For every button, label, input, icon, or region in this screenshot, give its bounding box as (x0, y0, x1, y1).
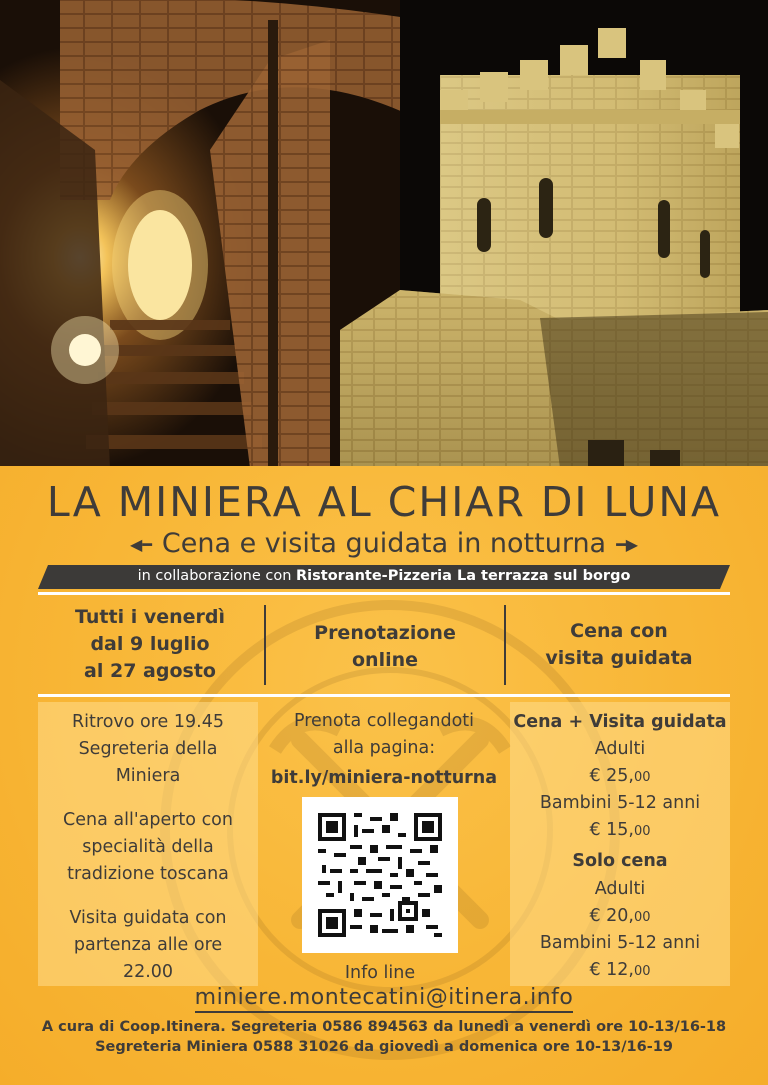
price-adults-label: Adulti (594, 879, 646, 899)
price-value: € 20, (589, 906, 634, 926)
dates-line: Tutti i venerdì (75, 606, 225, 628)
arrow-left-icon: ◀━ (129, 535, 152, 554)
price-adults-label: Adulti (594, 739, 646, 759)
meeting-line: Miniera (115, 766, 181, 786)
booking-line: alla pagina: (332, 738, 436, 758)
dinner-line: tradizione toscana (67, 864, 229, 884)
tour-heading (508, 618, 730, 672)
price-cents: 00 (633, 910, 651, 925)
price-dinner-title: Solo cena (572, 851, 668, 871)
dates-line: al 27 agosto (84, 660, 216, 682)
info-line-label: Info line (344, 963, 416, 983)
price-children-tour (510, 820, 730, 840)
price-cents: 00 (633, 770, 651, 785)
dates-line: dal 9 luglio (90, 633, 210, 655)
price-value: € 25, (589, 766, 634, 786)
booking-line: Prenota collegandoti (293, 711, 475, 731)
email-address[interactable]: miniere.montecatini@itinera.info (195, 985, 574, 1013)
middle-divider (38, 694, 730, 697)
visit-line: 22.00 (122, 962, 174, 982)
tour-heading-line: Cena con (570, 620, 668, 642)
meeting-line: Segreteria della (78, 739, 218, 759)
arrow-right-icon: ━▶ (616, 535, 639, 554)
footer-line: A cura di Coop.Itinera. Segreteria 0586 894563 da lunedì a venerdì ore 10-13/16-18 (41, 1019, 727, 1035)
price-adults-dinner (510, 906, 730, 926)
qr-code[interactable] (302, 797, 458, 953)
price-value: € 12, (589, 960, 634, 980)
visit-info (38, 905, 258, 986)
mine-and-castle-photo (0, 0, 768, 468)
booking-heading-line: Prenotazione (314, 622, 456, 644)
hero-photo (0, 0, 768, 468)
poster-subtitle (0, 528, 768, 559)
booking-heading-line: online (351, 649, 419, 671)
poster-title: LA MINIERA AL CHIAR DI LUNA (46, 478, 722, 526)
top-divider (38, 592, 730, 595)
price-adults-tour (510, 766, 730, 786)
booking-link[interactable]: bit.ly/miniera-notturna (270, 768, 498, 788)
dinner-info (38, 807, 258, 888)
tour-heading-line: visita guidata (545, 647, 693, 669)
dates-heading (40, 604, 260, 685)
price-tour-title: Cena + Visita guidata (513, 712, 727, 732)
footer-line: Segreteria Miniera 0588 31026 da giovedì a domenica ore 10-13/16-19 (95, 1039, 673, 1055)
visit-line: Visita guidata con (69, 908, 227, 928)
price-value: € 15, (589, 820, 634, 840)
price-children-label: Bambini 5-12 anni (539, 793, 701, 813)
visit-line: partenza alle ore (73, 935, 223, 955)
contact-email[interactable] (0, 985, 768, 1010)
booking-heading (268, 620, 502, 674)
meeting-line: Ritrovo ore 19.45 (72, 712, 224, 732)
collaboration-prefix: in collaborazione con (137, 568, 292, 584)
meeting-info (38, 709, 258, 790)
price-children-label: Bambini 5-12 anni (539, 933, 701, 953)
qr-code-image (318, 813, 442, 937)
subtitle-text: Cena e visita guidata in notturna (161, 528, 607, 559)
dinner-line: Cena all'aperto con (63, 810, 233, 830)
price-cents: 00 (633, 824, 651, 839)
price-cents: 00 (633, 964, 651, 979)
dinner-line: specialità della (82, 837, 214, 857)
price-children-dinner (510, 960, 730, 980)
column-divider (264, 605, 266, 685)
booking-instructions (264, 708, 504, 762)
collaboration-text (38, 568, 730, 584)
column-divider (504, 605, 506, 685)
collaboration-partner: Ristorante-Pizzeria La terrazza sul borgo (296, 568, 631, 584)
